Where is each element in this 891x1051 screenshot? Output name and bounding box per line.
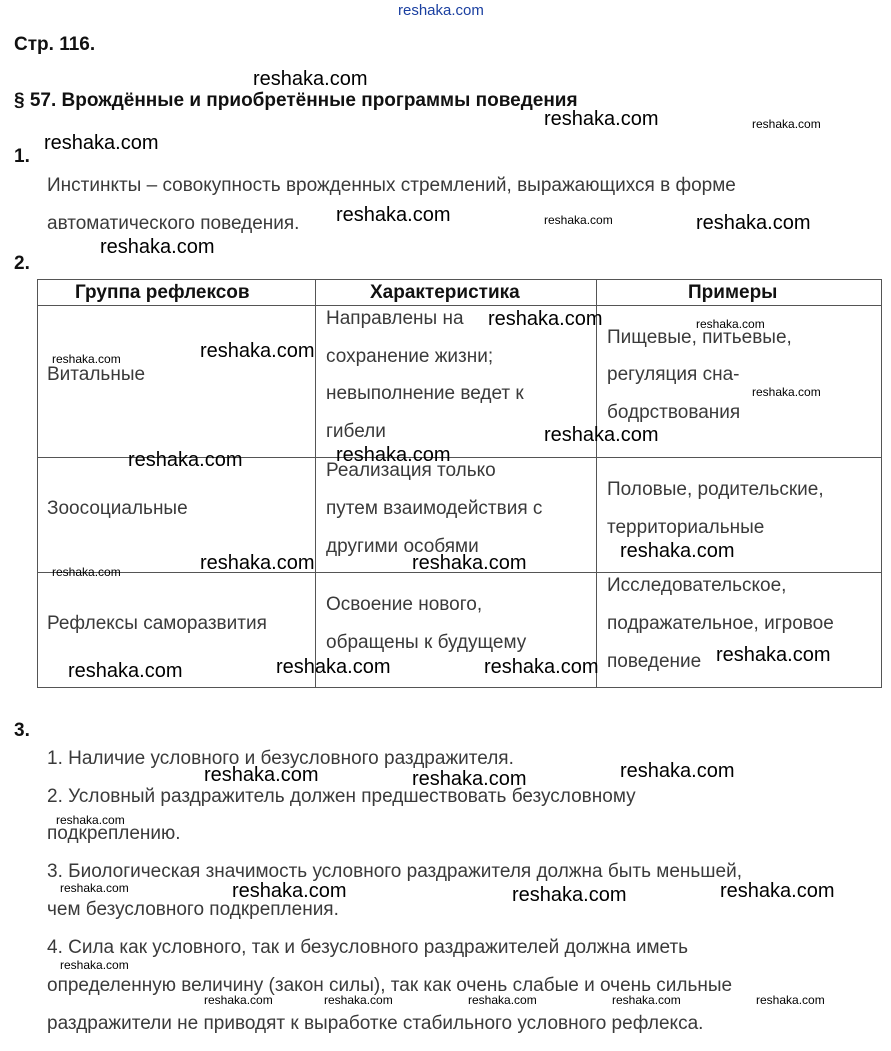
watermark: reshaka.com: [232, 880, 347, 902]
watermark: reshaka.com: [128, 449, 243, 471]
row2-group: Зоосоциальные: [47, 498, 188, 519]
watermark: reshaka.com: [468, 993, 537, 1007]
watermark: reshaka.com: [612, 993, 681, 1007]
watermark: reshaka.com: [696, 212, 811, 234]
watermark: reshaka.com: [412, 552, 527, 574]
header-characteristic: Характеристика: [370, 282, 520, 303]
watermark: reshaka.com: [620, 760, 735, 782]
q2-number: 2.: [14, 253, 30, 274]
watermark: reshaka.com: [752, 117, 821, 131]
watermark: reshaka.com: [204, 764, 319, 786]
q3-item-4-line-1: 4. Сила как условного, так и безусловного раздражителей должна иметь: [47, 937, 689, 958]
page-label: Стр. 116.: [14, 34, 96, 55]
watermark: reshaka.com: [276, 656, 391, 678]
q1-number: 1.: [14, 146, 30, 167]
watermark: reshaka.com: [544, 424, 659, 446]
row1-ex-1: Пищевые, питьевые,: [607, 327, 792, 348]
site-watermark-top: reshaka.com: [398, 2, 484, 19]
row3-group: Рефлексы саморазвития: [47, 613, 267, 634]
watermark: reshaka.com: [44, 132, 159, 154]
watermark: reshaka.com: [720, 880, 835, 902]
row1-char-4: гибели: [326, 421, 386, 442]
row3-ex-1: Исследовательское,: [607, 575, 787, 596]
watermark: reshaka.com: [60, 958, 129, 972]
row3-ex-2: подражательное, игровое: [607, 613, 834, 634]
row2-ex-2: территориальные: [607, 517, 765, 538]
q3-item-1-line-1: 1. Наличие условного и безусловного раздражителя.: [47, 748, 514, 769]
watermark: reshaka.com: [200, 552, 315, 574]
q3-item-2-line-2: подкреплению.: [47, 823, 181, 844]
q3-number: 3.: [14, 720, 30, 741]
watermark: reshaka.com: [336, 444, 451, 466]
watermark: reshaka.com: [253, 68, 368, 90]
watermark: reshaka.com: [488, 308, 603, 330]
watermark: reshaka.com: [56, 813, 125, 827]
watermark: reshaka.com: [100, 236, 215, 258]
watermark: reshaka.com: [200, 340, 315, 362]
q3-item-3-line-1: 3. Биологическая значимость условного раздражителя должна быть меньшей,: [47, 861, 742, 882]
row3-ex-3: поведение: [607, 651, 702, 672]
watermark: reshaka.com: [52, 565, 121, 579]
row2-char-3: другими особями: [326, 536, 479, 557]
watermark: reshaka.com: [544, 108, 659, 130]
row1-char-1: Направлены на: [326, 308, 464, 329]
row1-group: Витальные: [47, 364, 146, 385]
q3-item-3-line-2: чем безусловного подкрепления.: [47, 899, 339, 920]
q3-item-4-line-3: раздражители не приводят к выработке стабильного условного рефлекса.: [47, 1013, 704, 1034]
q1-line-2: автоматического поведения.: [47, 213, 300, 234]
row1-char-2: сохранение жизни;: [326, 346, 494, 367]
header-group: Группа рефлексов: [75, 282, 250, 303]
watermark: reshaka.com: [52, 352, 121, 366]
watermark: reshaka.com: [512, 884, 627, 906]
q3-item-2-line-1: 2. Условный раздражитель должен предшествовать безусловному: [47, 786, 636, 807]
row1-char-3: невыполнение ведет к: [326, 383, 524, 404]
q3-item-4-line-2: определенную величину (закон силы), так как очень слабые и очень сильные: [47, 975, 733, 996]
watermark: reshaka.com: [620, 540, 735, 562]
watermark: reshaka.com: [756, 993, 825, 1007]
watermark: reshaka.com: [752, 385, 821, 399]
watermark: reshaka.com: [68, 660, 183, 682]
row2-char-1: Реализация только: [326, 460, 496, 481]
watermark: reshaka.com: [412, 768, 527, 790]
row1-ex-3: бодрствования: [607, 402, 741, 423]
header-examples: Примеры: [688, 282, 778, 303]
q1-line-1: Инстинкты – совокупность врожденных стремлений, выражающихся в форме: [47, 175, 736, 196]
watermark: reshaka.com: [696, 317, 765, 331]
watermark: reshaka.com: [336, 204, 451, 226]
watermark: reshaka.com: [716, 644, 831, 666]
watermark: reshaka.com: [324, 993, 393, 1007]
section-title: § 57. Врождённые и приобретённые программы поведения: [14, 90, 578, 111]
watermark: reshaka.com: [204, 993, 273, 1007]
row2-char-2: путем взаимодействия с: [326, 498, 543, 519]
watermark: reshaka.com: [60, 881, 129, 895]
row3-char-1: Освоение нового,: [326, 594, 483, 615]
row2-ex-1: Половые, родительские,: [607, 479, 824, 500]
watermark: reshaka.com: [544, 213, 613, 227]
row3-char-2: обращены к будущему: [326, 632, 527, 653]
row1-ex-2: регуляция сна-: [607, 364, 740, 385]
watermark: reshaka.com: [484, 656, 599, 678]
